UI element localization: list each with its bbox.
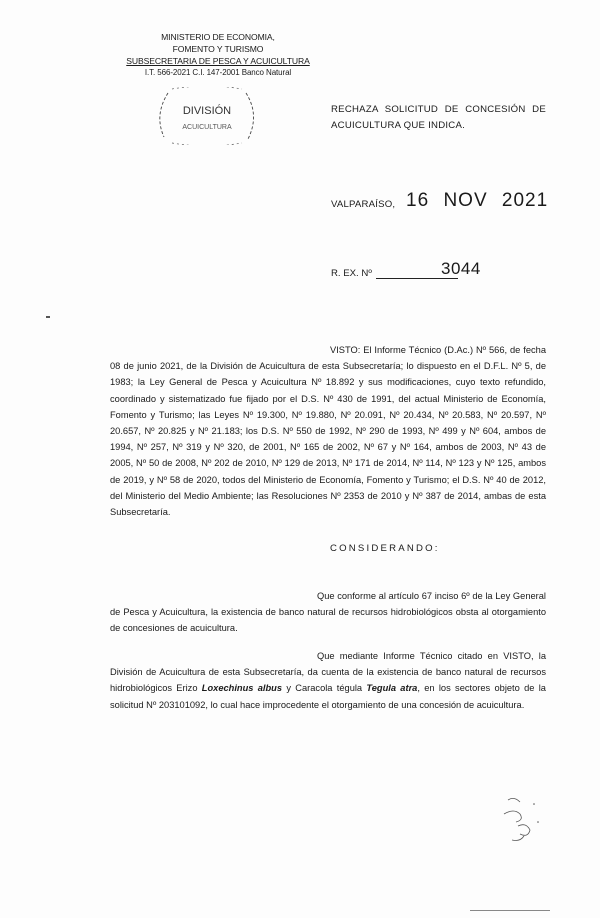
date-day-2: 6 bbox=[417, 190, 430, 211]
resolution-subject: RECHAZA SOLICITUD DE CONCESIÓN DE ACUICULTURA QUE INDICA. bbox=[331, 104, 546, 131]
initials-mark bbox=[498, 792, 548, 852]
division-stamp bbox=[148, 87, 266, 145]
place-label: VALPARAÍSO, bbox=[331, 199, 396, 210]
stamp-text-acuicultura: ACUICULTURA bbox=[182, 124, 232, 131]
ministry-name: MINISTERIO DE ECONOMIA, bbox=[161, 32, 275, 42]
considerando-paragraph-1: Que conforme al artículo 67 inciso 6º de la Ley General de Pesca y Acuicultura, la existencia de banco natural de recursos hidrobiológicos obsta al otorgamiento de concesiones de acuicultura. bbox=[110, 591, 546, 634]
species-tegula: Tegula atra bbox=[366, 683, 418, 694]
considerando-paragraph-2 bbox=[110, 648, 546, 713]
ministry-subname: FOMENTO Y TURISMO bbox=[172, 44, 264, 54]
rex-label-row bbox=[331, 268, 458, 279]
date-year: 2021 bbox=[501, 190, 549, 211]
visto-paragraph: VISTO: El Informe Técnico (D.Ac.) Nº 566, de fecha 08 de junio 2021, de la División de Acuicultura de esta Subsecretaría; lo dispuesto en el D.F.L. Nº 5, de 1983; la Ley General de Pesca y Acuicultura Nº 18.892 y sus modificaciones, cuyo texto refundido, coordinado y sistematizado fue fijado por el D.S. Nº 430 de 1991, del actual Ministerio de Economía, Fomento y Turismo; las Leyes Nº 19.300, Nº 19.880, Nº 20.091, Nº 20.434, Nº 20.583, Nº 20.597, Nº 20.657, Nº 20.825 y Nº 21.183; los D.S. Nº 550 de 1992, Nº 290 de 1993, Nº 499 y Nº 604, ambos de 1994, Nº 257, Nº 319 y Nº 320, de 2001, Nº 165 de 2002, Nº 67 y Nº 164, ambos de 2003, Nº 43 de 2005, Nº 50 de 2008, Nº 202 de 2010, Nº 129 de 2013, Nº 171 de 2014, Nº 114, Nº 123 y Nº 125, ambos de 2019, y Nº 58 de 2020, todos del Ministerio de Economía, Fomento y Turismo; el D.S. Nº 40 de 2012, del Ministerio del Medio Ambiente; las Resoluciones Nº 2353 de 2010 y Nº 387 de 2014, ambas de esta Subsecretaría. bbox=[110, 345, 546, 518]
footer-line bbox=[470, 910, 550, 911]
species-loxechinus: Loxechinus albus bbox=[201, 683, 283, 694]
considerando-heading: CONSIDERANDO: bbox=[330, 543, 440, 554]
margin-mark bbox=[46, 316, 50, 318]
rex-label: R. EX. Nº bbox=[331, 268, 372, 279]
reference-line: I.T. 566-2021 C.I. 147-2001 Banco Natural bbox=[144, 68, 292, 77]
rex-number: 3044 bbox=[441, 259, 481, 278]
date-month: NOV bbox=[443, 190, 488, 211]
subsecretaria-name: SUBSECRETARIA DE PESCA Y ACUICULTURA bbox=[126, 56, 310, 66]
issue-date bbox=[406, 190, 548, 212]
p2-text-a: Que mediante Informe Técnico citado en VISTO, la División de Acuicultura de esta Subsecretaría, da cuenta de la existencia de banco natural de recursos hidrobiológicos Erizo bbox=[110, 651, 546, 694]
letterhead bbox=[118, 31, 318, 79]
p2-text-c: , en los sectores objeto de la solicitud Nº 203101092, lo cual hace improcedente el otorgamiento de una concesión de acuicultura. bbox=[110, 683, 546, 710]
date-day-1: 1 bbox=[406, 190, 418, 211]
p2-text-b: y Caracola tégula bbox=[282, 683, 367, 694]
stamp-text-division: DIVISIÓN bbox=[182, 105, 232, 117]
